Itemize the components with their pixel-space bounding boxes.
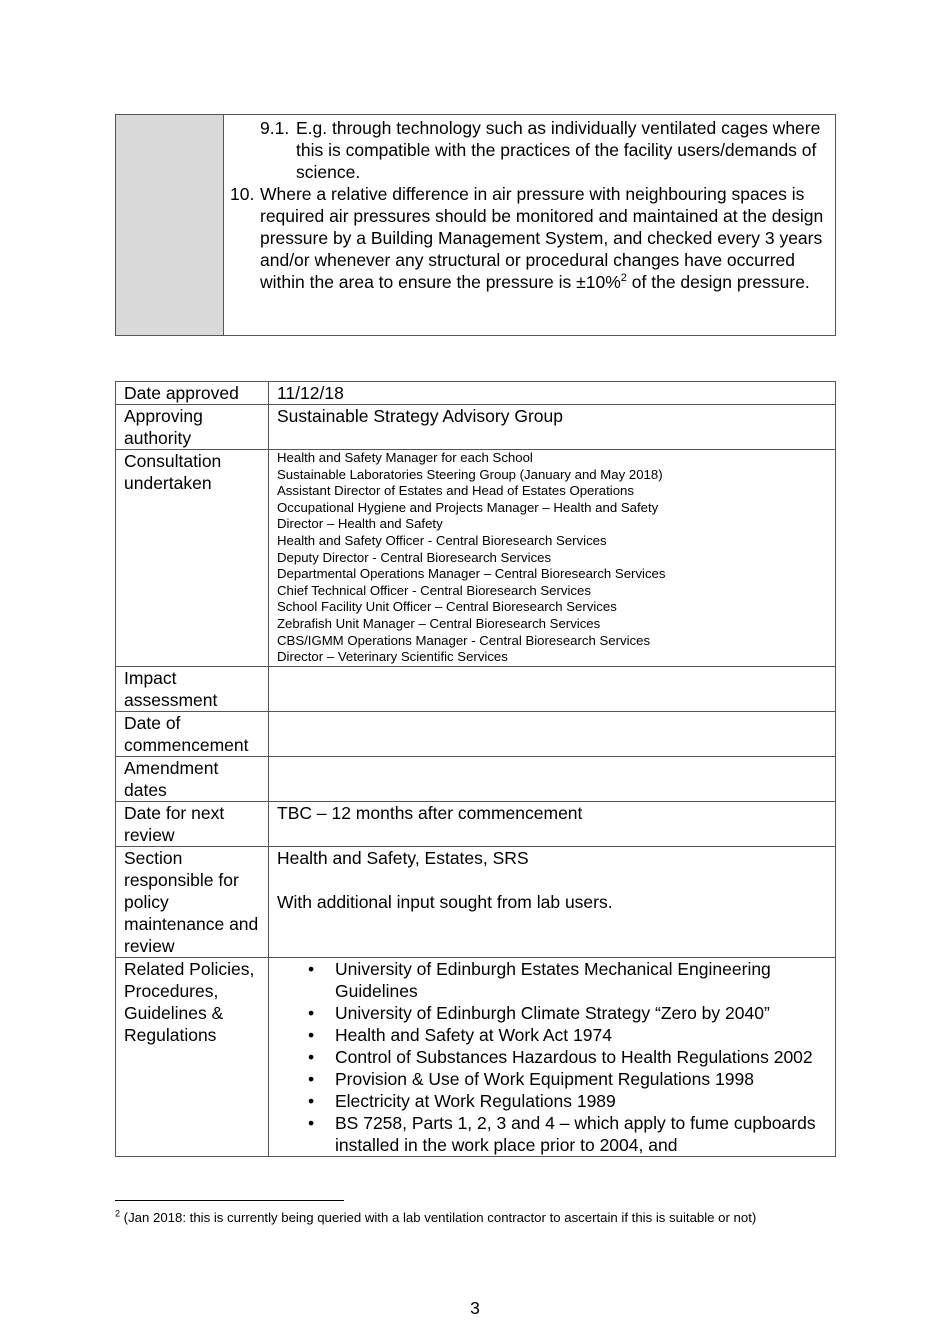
table-row (116, 756, 836, 801)
list-item: Sustainable Laboratories Steering Group (January and May 2018) (277, 466, 663, 482)
row-value: 11/12/18 (269, 382, 836, 405)
row-label: Amendment dates (116, 756, 269, 801)
list-item: Chief Technical Officer - Central Bioresearch Services (277, 582, 591, 598)
bullet-item: • University of Edinburgh Estates Mechanical Engineering Guidelines (335, 958, 827, 1002)
list-item: Zebrafish Unit Manager – Central Bioresearch Services (277, 615, 601, 631)
list-item-9-1 (260, 117, 835, 183)
bullet-list (277, 958, 827, 1156)
table-row (116, 450, 836, 667)
list-number: 10. (230, 184, 255, 204)
continuation-table (115, 114, 836, 336)
row-label: Approving authority (116, 405, 269, 450)
row-label: Section responsible for policy maintenance and review (116, 846, 269, 957)
row-value (269, 756, 836, 801)
footnote-ref: 2 (620, 272, 627, 285)
table-row (116, 666, 836, 711)
shaded-label-cell (116, 115, 224, 335)
row-value: TBC – 12 months after commencement (269, 801, 836, 846)
table-row (116, 801, 836, 846)
list-item: Occupational Hygiene and Projects Manager – Health and Safety (277, 499, 659, 515)
footnote-separator (115, 1200, 344, 1201)
footnote-text: (Jan 2018: this is currently being queried with a lab ventilation contractor to ascertain if this is suitable or not) (120, 1210, 757, 1225)
footnote (115, 1210, 756, 1226)
list-item: CBS/IGMM Operations Manager - Central Bioresearch Services (277, 632, 651, 648)
value-line: Health and Safety, Estates, SRS (277, 847, 529, 868)
continuation-content (224, 115, 835, 335)
list-item: Director – Health and Safety (277, 516, 443, 532)
related-list-cell (269, 957, 836, 1156)
table-row (116, 382, 836, 405)
page-number: 3 (470, 1298, 480, 1318)
row-value (269, 666, 836, 711)
bullet-item: • Control of Substances Hazardous to Health Regulations 2002 (335, 1046, 827, 1068)
row-label: Related Policies, Procedures, Guidelines & Regulations (116, 957, 269, 1156)
bullet-item: • Health and Safety at Work Act 1974 (335, 1024, 827, 1046)
list-item-10 (230, 183, 835, 293)
table-row (116, 957, 836, 1156)
row-value: Sustainable Strategy Advisory Group (269, 405, 836, 450)
row-label: Impact assessment (116, 666, 269, 711)
list-item: Health and Safety Officer - Central Bioresearch Services (277, 532, 607, 548)
bullet-item: • Electricity at Work Regulations 1989 (335, 1090, 827, 1112)
row-label: Consultation undertaken (116, 450, 269, 667)
list-item: Deputy Director - Central Bioresearch Services (277, 549, 552, 565)
value-line: With additional input sought from lab users. (277, 891, 613, 912)
list-number: 9.1. (260, 118, 290, 138)
spacer (277, 869, 827, 891)
list-item: Director – Veterinary Scientific Services (277, 649, 508, 665)
list-item: Health and Safety Manager for each School (277, 450, 533, 465)
list-text-end: of the design pressure. (626, 272, 810, 292)
row-label: Date approved (116, 382, 269, 405)
list-text: Where a relative difference in air pressure with neighbouring spaces is required air pressures should be monitored and maintained at the design pressure by a Building Management System, and checked every 3 years and/or whenever any structural or procedural changes have occurred within the area to ensure the pressure is ±10% (260, 184, 824, 292)
table-row (116, 405, 836, 450)
row-label: Date of commencement (116, 711, 269, 756)
footnote-number: 2 (115, 1208, 121, 1219)
bullet-item: • BS 7258, Parts 1, 2, 3 and 4 – which apply to fume cupboards installed in the work place prior to 2004, and (335, 1112, 827, 1156)
row-value (269, 846, 836, 957)
row-value (269, 711, 836, 756)
table-row (116, 711, 836, 756)
consultation-list (269, 450, 836, 667)
bullet-item: • Provision & Use of Work Equipment Regulations 1998 (335, 1068, 827, 1090)
list-item: School Facility Unit Officer – Central Bioresearch Services (277, 599, 617, 615)
list-text: E.g. through technology such as individually ventilated cages where this is compatible with the practices of the facility users/demands of science. (296, 118, 821, 182)
row-label: Date for next review (116, 801, 269, 846)
list-item: Departmental Operations Manager – Central Bioresearch Services (277, 566, 666, 582)
policy-info-table (115, 381, 836, 1157)
list-item: Assistant Director of Estates and Head of Estates Operations (277, 483, 634, 499)
table-row (116, 846, 836, 957)
bullet-item: • University of Edinburgh Climate Strategy “Zero by 2040” (335, 1002, 827, 1024)
